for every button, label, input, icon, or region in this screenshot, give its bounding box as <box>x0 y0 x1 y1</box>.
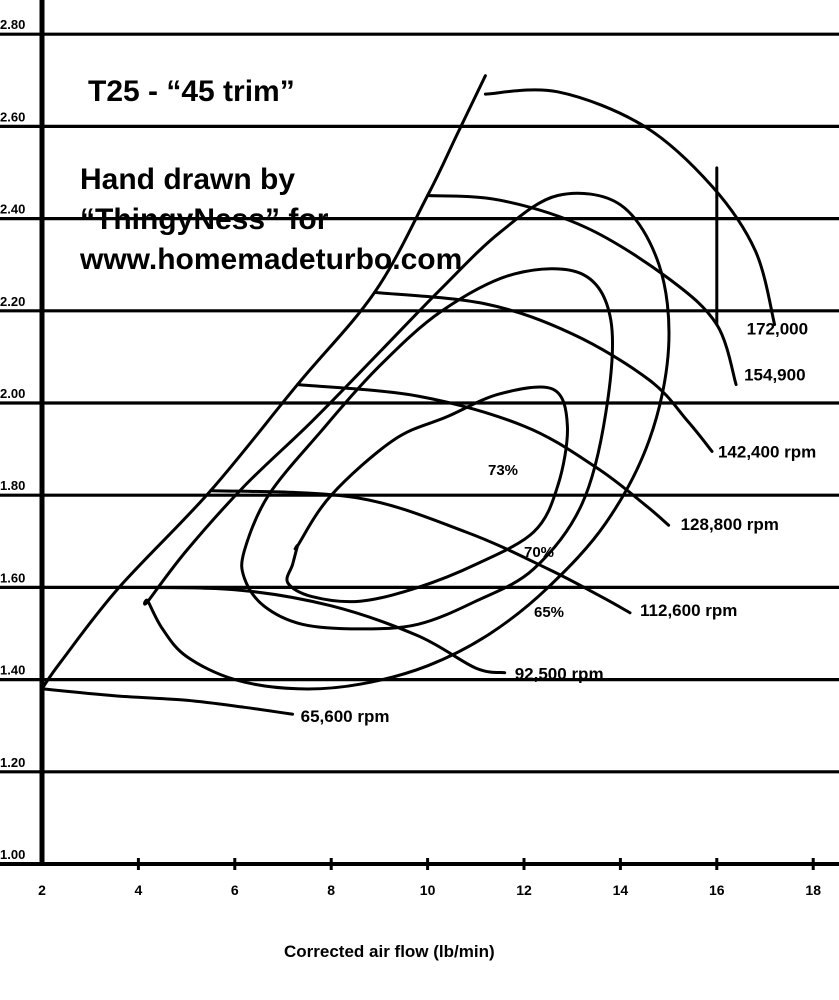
y-tick-label: 2.60 <box>0 109 26 125</box>
speed-line-label: 172,000 <box>746 319 809 339</box>
x-axis-title: Corrected air flow (lb/min) <box>284 942 495 961</box>
chart-title: T25 - “45 trim” <box>88 75 295 108</box>
speed-line-label: 112,600 rpm <box>640 600 738 620</box>
speed-line-label: 65,600 rpm <box>300 707 390 727</box>
x-tick-label: 2 <box>38 882 46 898</box>
x-tick-label: 18 <box>805 882 821 898</box>
y-tick-label: 1.20 <box>0 754 26 770</box>
credit-line-2: “ThingyNess” for <box>80 203 329 236</box>
speed-line-label: 142,400 rpm <box>717 442 817 462</box>
y-tick-label: 1.60 <box>0 570 26 586</box>
y-tick-label: 1.00 <box>0 847 26 862</box>
y-tick-label: 2.40 <box>0 201 26 217</box>
efficiency-label: 70% <box>524 544 555 561</box>
x-tick-label: 6 <box>230 882 239 898</box>
credit-line-3: www.homemadeturbo.com <box>80 243 463 276</box>
speed-line-label: 128,800 rpm <box>680 515 779 535</box>
y-tick-label: 1.40 <box>0 662 26 678</box>
x-tick-label: 10 <box>419 882 436 898</box>
y-tick-label: 2.80 <box>0 17 26 33</box>
x-tick-label: 14 <box>612 882 629 898</box>
x-tick-label: 12 <box>516 882 532 898</box>
x-tick-label: 16 <box>709 882 725 898</box>
speed-line-label: 154,900 <box>744 365 806 385</box>
credit-line-1: Hand drawn by <box>80 163 296 196</box>
efficiency-label: 73% <box>488 462 519 479</box>
y-tick-label: 2.20 <box>0 293 26 309</box>
x-tick-label: 8 <box>327 882 336 898</box>
efficiency-label: 65% <box>534 604 565 621</box>
x-tick-label: 4 <box>134 882 143 898</box>
y-tick-label: 2.00 <box>0 386 26 401</box>
speed-line-label: 92,500 rpm <box>514 664 604 684</box>
y-tick-label: 1.80 <box>0 478 26 494</box>
